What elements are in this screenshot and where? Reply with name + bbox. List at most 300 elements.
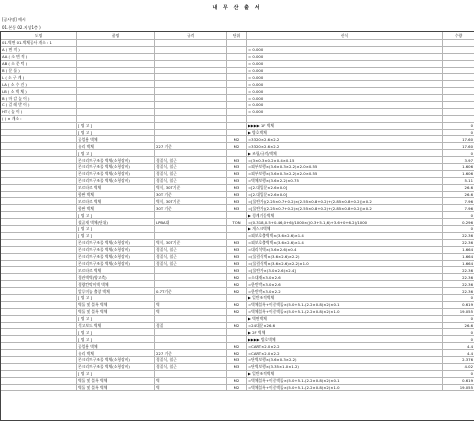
- table-cell: 22.36: [443, 281, 474, 288]
- table-cell: [77, 74, 155, 81]
- table-cell: LPBA대: [155, 219, 227, 226]
- table-row: [1, 288, 474, 295]
- table-row: [1, 102, 474, 109]
- table-cell: 0.296: [443, 219, 474, 226]
- table-cell: [227, 108, 247, 115]
- table-cell: B ( 마 감 높 이 ): [1, 95, 77, 102]
- table-cell: 7.96: [443, 205, 474, 212]
- table-cell: 1.664: [443, 260, 474, 267]
- table-row: [1, 246, 474, 253]
- table-cell: =CART×2.0×2.2: [247, 350, 443, 357]
- table-cell: 경관벽벽(양고측): [77, 274, 155, 281]
- table-cell: [77, 88, 155, 95]
- table-cell: [ 명 고 ]: [77, 315, 155, 322]
- table-cell: 0: [443, 150, 474, 157]
- table-cell: [443, 102, 474, 109]
- table-cell: [227, 129, 247, 136]
- table-cell: M2: [227, 322, 247, 329]
- table-cell: 1.606: [443, 164, 474, 171]
- table-row: [1, 322, 474, 329]
- table-cell: [443, 46, 474, 53]
- table-cell: [1, 384, 77, 391]
- table-cell: [227, 95, 247, 102]
- table-cell: [227, 294, 247, 301]
- table-cell: [1, 122, 77, 129]
- table-cell: M2: [227, 377, 247, 384]
- table-cell: =대리석벽×(3.6×2.6)×0.4: [247, 246, 443, 253]
- table-cell: [ 명 고 ]: [77, 294, 155, 301]
- table-header-row: [1, 32, 474, 40]
- table-cell: 22.36: [443, 267, 474, 274]
- table-cell: [155, 329, 227, 336]
- table-cell: 17.60: [443, 136, 474, 143]
- table-cell: 1.664: [443, 253, 474, 260]
- table-row: [1, 281, 474, 288]
- table-cell: [77, 67, 155, 74]
- table-row: [1, 274, 474, 281]
- table-cell: [1, 336, 77, 343]
- table-cell: 26.6: [443, 184, 474, 191]
- table-cell: = 0.000: [247, 88, 443, 95]
- table-cell: [155, 88, 227, 95]
- table-cell: B ( 문 틀 ): [1, 67, 77, 74]
- table-cell: [1, 260, 77, 267]
- table-cell: =3320×2.6×2.2: [247, 143, 443, 150]
- table-cell: 3.97: [443, 157, 474, 164]
- table-cell: [155, 212, 227, 219]
- table-cell: [77, 40, 155, 47]
- table-row: [1, 384, 474, 391]
- table-cell: TON: [227, 219, 247, 226]
- table-cell: 경질식, 철근: [155, 157, 227, 164]
- table-cell: [155, 281, 227, 288]
- table-cell: =단벽보행×(3.6×0.3×2.2): [247, 356, 443, 363]
- table-cell: 26.6: [443, 191, 474, 198]
- table-cell: = 0.000: [247, 46, 443, 53]
- table-cell: [1, 377, 77, 384]
- table-row: [1, 232, 474, 239]
- table-cell: M3: [227, 184, 247, 191]
- table-cell: [443, 74, 474, 81]
- table-cell: M3: [227, 157, 247, 164]
- table-cell: 경질: [155, 322, 227, 329]
- table-cell: =외부보행×(3.6×0.3×2.2)×2.0×0.55: [247, 170, 443, 177]
- table-cell: 0: [443, 226, 474, 233]
- header-cell: 품명: [77, 32, 155, 40]
- table-cell: M3: [227, 246, 247, 253]
- table-cell: [155, 60, 227, 67]
- table-cell: 17.60: [443, 143, 474, 150]
- table-cell: 0.619: [443, 377, 474, 384]
- table-cell: ▶ 일반조적벽체: [247, 370, 443, 377]
- table-cell: [155, 81, 227, 88]
- table-row: [1, 177, 474, 184]
- table-cell: [155, 150, 227, 157]
- table-row: [1, 157, 474, 164]
- table-cell: 0: [443, 370, 474, 377]
- table-cell: [1, 370, 77, 377]
- table-cell: AB ( 소 문 턱 ): [1, 60, 77, 67]
- table-cell: C ( 걸 레 받 이 ): [1, 102, 77, 109]
- table-cell: 모르타르 벽체: [77, 184, 155, 191]
- table-cell: =[물탄가((2.25×0.7+0.2)×(2.55×0.8+0.2)+(2.85×0.8+0.2))×0.2: [247, 198, 443, 205]
- table-cell: 콘크리트구조물 벽체(소형장비): [77, 356, 155, 363]
- table-cell: M3: [227, 267, 247, 274]
- table-cell: 4.4: [443, 350, 474, 357]
- table-cell: 벽: [155, 377, 227, 384]
- calculation-table: [0, 31, 474, 391]
- table-cell: 30T 기준: [155, 191, 227, 198]
- table-cell: M2: [227, 343, 247, 350]
- table-cell: 콘크리트구조물 벽체(소형장비): [77, 246, 155, 253]
- table-cell: [1, 191, 77, 198]
- table-row: [1, 46, 474, 53]
- table-cell: 벽돌 및 블록 벽체: [77, 377, 155, 384]
- table-cell: [77, 46, 155, 53]
- table-cell: = 0.000: [247, 67, 443, 74]
- table-cell: [1, 281, 77, 288]
- table-cell: [1, 315, 77, 322]
- table-cell: [1, 129, 77, 136]
- table-row: [1, 363, 474, 370]
- table-cell: [155, 315, 227, 322]
- location-line: 01.본동 02.지상1층 ): [2, 25, 41, 31]
- table-cell: [227, 122, 247, 129]
- table-cell: 19.055: [443, 384, 474, 391]
- table-cell: M2: [227, 308, 247, 315]
- table-row: [1, 377, 474, 384]
- table-cell: =[물탄가×(3.0×2.6)×2.4]: [247, 267, 443, 274]
- table-cell: 0: [443, 212, 474, 219]
- table-cell: 합판 벽체: [77, 205, 155, 212]
- table-cell: [1, 170, 77, 177]
- table-row: [1, 253, 474, 260]
- table-cell: 0: [443, 329, 474, 336]
- table-cell: [1, 363, 77, 370]
- table-cell: 벽돌 및 블록 벽체: [77, 308, 155, 315]
- table-cell: 7.96: [443, 198, 474, 205]
- table-cell: [ 명 고 ]: [77, 129, 155, 136]
- table-cell: [1, 177, 77, 184]
- table-cell: [1, 350, 77, 357]
- table-cell: [227, 212, 247, 219]
- table-row: [1, 74, 474, 81]
- table-cell: M3: [227, 356, 247, 363]
- table-cell: [77, 81, 155, 88]
- table-cell: =벽체블록+이중벽돌×(5.0+5.1-(2.2×0.8)×2)×0.1: [247, 301, 443, 308]
- table-cell: M2: [227, 288, 247, 295]
- table-cell: [77, 60, 155, 67]
- table-row: [1, 308, 474, 315]
- table-cell: ▶ 경계기둥벽체: [247, 212, 443, 219]
- table-cell: [1, 164, 77, 171]
- table-row: [1, 356, 474, 363]
- table-row: [1, 239, 474, 246]
- table-cell: LB ( 소 벽 체 ): [1, 88, 77, 95]
- table-cell: M3: [227, 191, 247, 198]
- table-cell: ▶▶▶▶ 1F 벽체: [247, 122, 443, 129]
- table-cell: = 0.000: [247, 60, 443, 67]
- table-cell: = 0.000: [247, 53, 443, 60]
- table-cell: 경질식, 철근: [155, 356, 227, 363]
- table-row: [1, 343, 474, 350]
- table-cell: [227, 226, 247, 233]
- table-cell: 경질식, 철근: [155, 260, 227, 267]
- table-cell: [155, 46, 227, 53]
- table-cell: 콘크리트구조물 벽체(소형장비): [77, 260, 155, 267]
- table-cell: [227, 102, 247, 109]
- table-cell: 0: [443, 122, 474, 129]
- table-cell: [155, 336, 227, 343]
- table-row: [1, 219, 474, 226]
- table-cell: [247, 40, 443, 47]
- table-cell: =한반박×3.0×2.6: [247, 281, 443, 288]
- table-cell: 벽식, 30T기준: [155, 198, 227, 205]
- table-cell: [1, 239, 77, 246]
- table-cell: 경량칸막이벽 벽체: [77, 281, 155, 288]
- table-row: [1, 170, 474, 177]
- table-cell: [1, 294, 77, 301]
- table-row: [1, 40, 474, 47]
- table-cell: [155, 294, 227, 301]
- table-cell: M3: [227, 253, 247, 260]
- table-cell: [1, 219, 77, 226]
- table-cell: [155, 232, 227, 239]
- table-cell: [227, 53, 247, 60]
- table-cell: 5.11: [443, 177, 474, 184]
- table-cell: [155, 53, 227, 60]
- table-cell: =(물림식벽×(3.6×2.6)×2.2): [247, 253, 443, 260]
- table-cell: ▶ 조립/규격/벽체: [247, 150, 443, 157]
- table-cell: 공업용 벽체: [77, 136, 155, 143]
- table-cell: =CART×2.0×2.2: [247, 343, 443, 350]
- document-title: 내 무 산 출 서: [0, 4, 474, 11]
- table-cell: [77, 53, 155, 60]
- table-cell: ▶ 방호벽체: [247, 129, 443, 136]
- table-row: [1, 191, 474, 198]
- table-row: [1, 336, 474, 343]
- table-cell: 유리 벽체: [77, 350, 155, 357]
- table-cell: =[2.대입문×2.6×0.0]: [247, 191, 443, 198]
- table-cell: [155, 67, 227, 74]
- table-cell: 1.664: [443, 246, 474, 253]
- table-cell: 0: [443, 315, 474, 322]
- table-cell: =외보호출벽벽×(3.6×2.6)×1.4: [247, 239, 443, 246]
- table-cell: L ( 소 구 계 ): [1, 74, 77, 81]
- table-cell: [155, 102, 227, 109]
- table-cell: [227, 74, 247, 81]
- table-cell: [1, 322, 77, 329]
- table-cell: [443, 40, 474, 47]
- table-cell: [155, 267, 227, 274]
- table-cell: HT ( 높 이 ): [1, 108, 77, 115]
- table-cell: [227, 315, 247, 322]
- table-cell: ▶▶▶▶ 방호벽체: [247, 336, 443, 343]
- table-cell: = 0.000: [247, 95, 443, 102]
- header-cell: 단위: [227, 32, 247, 40]
- table-cell: [1, 232, 77, 239]
- table-cell: =[2.대입문×2.6×0.0]: [247, 184, 443, 191]
- table-cell: [77, 115, 155, 122]
- table-cell: =(물림식벽×(3.6×2.6)×2.2)×1.0: [247, 260, 443, 267]
- table-cell: 유리 벽체: [77, 143, 155, 150]
- table-row: [1, 150, 474, 157]
- table-cell: 경질식, 철근: [155, 164, 227, 171]
- table-cell: LA ( 소 수 건 ): [1, 81, 77, 88]
- table-cell: [227, 370, 247, 377]
- table-row: [1, 212, 474, 219]
- table-cell: 벽식, 30T기준: [155, 239, 227, 246]
- table-cell: [227, 46, 247, 53]
- table-cell: M2: [227, 301, 247, 308]
- table-row: [1, 136, 474, 143]
- table-cell: 벽: [155, 384, 227, 391]
- table-cell: 철골재 벽체(단위): [77, 219, 155, 226]
- table-row: [1, 301, 474, 308]
- table-cell: 경질식, 철근: [155, 253, 227, 260]
- project-name: [공사명] 예시: [2, 17, 26, 23]
- table-cell: AA ( 소 면 적 ): [1, 53, 77, 60]
- table-cell: = 0.000: [247, 74, 443, 81]
- table-cell: 0.7T기준: [155, 288, 227, 295]
- table-row: [1, 108, 474, 115]
- table-cell: [155, 129, 227, 136]
- table-row: [1, 260, 474, 267]
- table-row: [1, 60, 474, 67]
- table-cell: 콘크리트구조물 벽체(소형장비): [77, 253, 155, 260]
- table-cell: [1, 288, 77, 295]
- table-cell: 경질식, 철근: [155, 177, 227, 184]
- table-cell: [1, 246, 77, 253]
- table-cell: [155, 370, 227, 377]
- table-row: [1, 88, 474, 95]
- table-cell: M2: [227, 143, 247, 150]
- table-row: [1, 294, 474, 301]
- header-cell: 규격: [155, 32, 227, 40]
- table-cell: 22.36: [443, 232, 474, 239]
- table-cell: =벽체블록+이중벽돌×(5.0+5.1-(2.2×0.8)×2)×0.1: [247, 377, 443, 384]
- table-cell: 벽돌 및 블록 벽체: [77, 384, 155, 391]
- table-cell: 콘크리트구조물 벽체(소형장비): [77, 170, 155, 177]
- table-cell: [1, 329, 77, 336]
- table-row: [1, 226, 474, 233]
- table-cell: 2.376: [443, 356, 474, 363]
- table-row: [1, 129, 474, 136]
- table-cell: M2: [227, 384, 247, 391]
- table-row: [1, 315, 474, 322]
- table-cell: M3: [227, 177, 247, 184]
- table-row: [1, 95, 474, 102]
- table-cell: [1, 356, 77, 363]
- table-cell: [443, 67, 474, 74]
- table-cell: 콘크리트구조물 벽체(소형장비): [77, 177, 155, 184]
- table-cell: = 0.000: [247, 81, 443, 88]
- table-row: [1, 143, 474, 150]
- table-cell: [1, 198, 77, 205]
- table-cell: = 0.000: [247, 108, 443, 115]
- table-cell: [1, 143, 77, 150]
- header-cell: 도명: [1, 32, 77, 40]
- table-cell: 0: [443, 294, 474, 301]
- table-cell: 227 기준: [155, 350, 227, 357]
- table-cell: 석고보드 벽체: [77, 322, 155, 329]
- table-cell: [ 명 고 ]: [77, 329, 155, 336]
- table-cell: [1, 308, 77, 315]
- table-cell: ( ) × 개소 :: [1, 115, 77, 122]
- table-row: [1, 184, 474, 191]
- table-cell: [227, 329, 247, 336]
- table-cell: [155, 274, 227, 281]
- table-row: [1, 53, 474, 60]
- table-cell: 모르타르 벽체: [77, 267, 155, 274]
- table-cell: [155, 95, 227, 102]
- table-cell: 경질식, 철근: [155, 363, 227, 370]
- table-cell: M2: [227, 281, 247, 288]
- table-body: [1, 40, 474, 391]
- table-cell: =(3×0.3×0.2×0.4×0.15: [247, 157, 443, 164]
- table-cell: [ 명 고 ]: [77, 336, 155, 343]
- table-cell: 22.36: [443, 274, 474, 281]
- table-row: [1, 198, 474, 205]
- table-cell: M3: [227, 170, 247, 177]
- table-cell: M3: [227, 260, 247, 267]
- table-cell: [227, 60, 247, 67]
- table-cell: M2: [227, 274, 247, 281]
- table-cell: 벽돌 및 블록 벽체: [77, 301, 155, 308]
- table-cell: 콘크리트구조물 벽체(소형장비): [77, 239, 155, 246]
- table-cell: 알루미늄 출창 벽체: [77, 288, 155, 295]
- table-cell: [443, 108, 474, 115]
- table-cell: 0: [443, 336, 474, 343]
- table-cell: [1, 343, 77, 350]
- table-cell: [1, 157, 77, 164]
- table-cell: [443, 81, 474, 88]
- table-cell: [227, 67, 247, 74]
- table-cell: 26.6: [443, 322, 474, 329]
- table-cell: [155, 40, 227, 47]
- table-cell: [227, 232, 247, 239]
- table-cell: [227, 336, 247, 343]
- table-cell: [443, 60, 474, 67]
- table-cell: 콘크리트구조물 벽체(소형장비): [77, 157, 155, 164]
- table-cell: [1, 212, 77, 219]
- table-cell: 경질식, 철근: [155, 246, 227, 253]
- table-cell: ▶ 2F 벽체: [247, 329, 443, 336]
- table-cell: 콘크리트구조물 벽체(소형장비): [77, 363, 155, 370]
- table-cell: [1, 274, 77, 281]
- table-cell: 벽: [155, 308, 227, 315]
- table-cell: ▶ 개스크벽체: [247, 226, 443, 233]
- table-cell: 4.4: [443, 343, 474, 350]
- table-cell: [443, 95, 474, 102]
- table-cell: [443, 53, 474, 60]
- table-cell: 0: [443, 129, 474, 136]
- table-row: [1, 329, 474, 336]
- table-cell: [ 명 고 ]: [77, 226, 155, 233]
- table-cell: [227, 115, 247, 122]
- header-cell: 산식: [247, 32, 443, 40]
- header-cell: 수량: [443, 32, 474, 40]
- table-cell: A ( 면 적 ): [1, 46, 77, 53]
- table-cell: [ 명 고 ]: [77, 122, 155, 129]
- table-cell: =(0.318,0.5+0.46,0+6)/1000×((0.3+5.1,6)+3.6+0+6.2)/1000: [247, 219, 443, 226]
- table-cell: [1, 136, 77, 143]
- table-cell: [77, 95, 155, 102]
- table-cell: [ 명 고 ]: [77, 232, 155, 239]
- table-row: [1, 350, 474, 357]
- table-row: [1, 267, 474, 274]
- table-cell: [247, 115, 443, 122]
